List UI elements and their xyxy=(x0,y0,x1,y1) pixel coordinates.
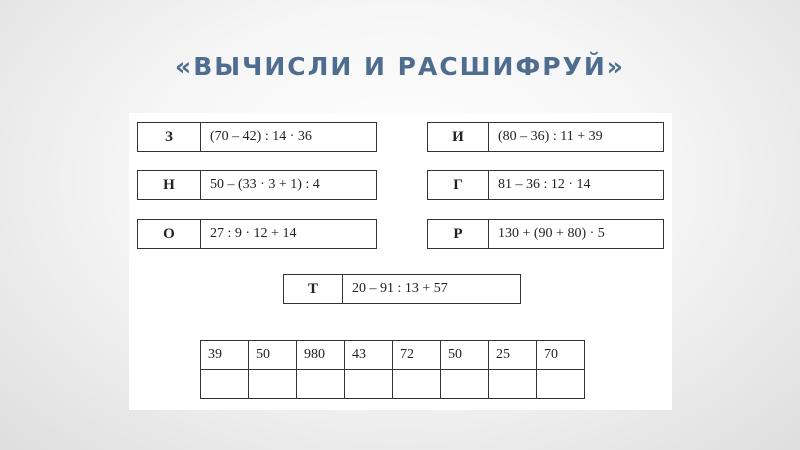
answer-cell: 980 xyxy=(297,341,345,370)
answer-cell: 39 xyxy=(201,341,249,370)
answer-grid xyxy=(200,340,585,399)
letter-blank-cell xyxy=(393,370,441,399)
task-letter: З xyxy=(138,123,201,151)
letter-blank-cell xyxy=(249,370,297,399)
answer-letters-row xyxy=(201,370,585,399)
answer-cell: 43 xyxy=(345,341,393,370)
answer-cell: 25 xyxy=(489,341,537,370)
task-letter: Г xyxy=(428,171,489,199)
task-expression: 130 + (90 + 80) · 5 xyxy=(498,226,605,241)
task-n xyxy=(137,170,377,200)
letter-blank-cell xyxy=(297,370,345,399)
task-z xyxy=(137,122,377,152)
task-r xyxy=(427,219,664,249)
letter-blank-cell xyxy=(201,370,249,399)
letter-blank-cell xyxy=(537,370,585,399)
answer-cell: 70 xyxy=(537,341,585,370)
letter-blank-cell xyxy=(345,370,393,399)
task-letter: И xyxy=(428,123,489,151)
answer-cell: 72 xyxy=(393,341,441,370)
answer-values-row xyxy=(201,341,585,370)
task-expression: (80 – 36) : 11 + 39 xyxy=(498,129,603,144)
task-letter: О xyxy=(138,220,201,248)
task-letter: Н xyxy=(138,171,201,199)
slide-title: «ВЫЧИСЛИ И РАСШИФРУЙ» xyxy=(175,52,625,81)
task-expression: 81 – 36 : 12 · 14 xyxy=(498,177,591,192)
letter-blank-cell xyxy=(441,370,489,399)
task-o xyxy=(137,219,377,249)
task-letter: Р xyxy=(428,220,489,248)
task-expression: (70 – 42) : 14 · 36 xyxy=(210,129,312,144)
task-expression: 27 : 9 · 12 + 14 xyxy=(210,226,297,241)
task-letter: Т xyxy=(284,275,343,303)
task-i xyxy=(427,122,664,152)
task-expression: 20 – 91 : 13 + 57 xyxy=(352,281,448,296)
task-t xyxy=(283,274,521,304)
task-expression: 50 – (33 · 3 + 1) : 4 xyxy=(210,177,320,192)
answer-cell: 50 xyxy=(249,341,297,370)
letter-blank-cell xyxy=(489,370,537,399)
task-g xyxy=(427,170,664,200)
answer-cell: 50 xyxy=(441,341,489,370)
